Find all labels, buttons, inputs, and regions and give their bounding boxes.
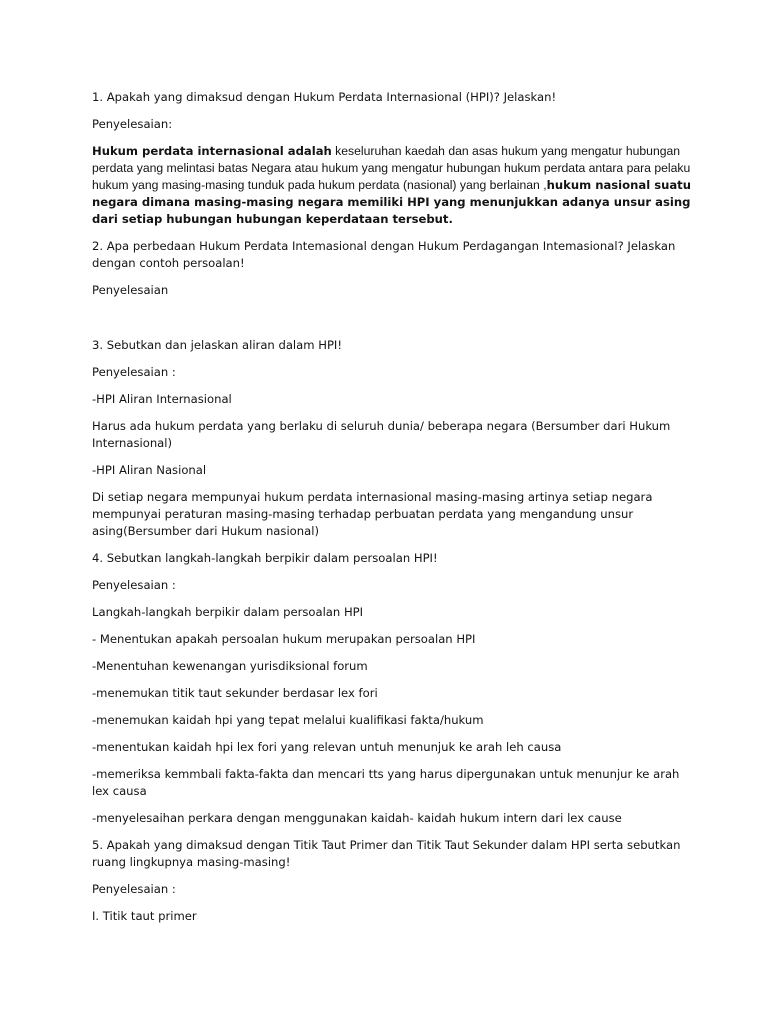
answer-4-item: -memeriksa kemmbali fakta-fakta dan mencari tts yang harus dipergunakan untuk menunjur ke arah lex causa bbox=[92, 767, 680, 798]
answer-4-item: - Menentukan apakah persoalan hukum merupakan persoalan HPI bbox=[92, 632, 476, 646]
answer-1-term: Hukum perdata internasional adalah bbox=[92, 144, 332, 158]
answer-label-3: Penyelesaian : bbox=[92, 365, 176, 379]
answer-3-item: Di setiap negara mempunyai hukum perdata internasional masing-masing artinya setiap negara mempunyai peraturan masing-masing terhadap perbuatan perdata yang mengandung unsur asing(Bersumber dari Hukum nasional) bbox=[92, 490, 653, 538]
answer-3-item: -HPI Aliran Internasional bbox=[92, 392, 232, 406]
answer-4-item: -menentukan kaidah hpi lex fori yang relevan untuh menunjuk ke arah leh causa bbox=[92, 740, 562, 754]
question-3: 3. Sebutkan dan jelaskan aliran dalam HPI! bbox=[92, 338, 343, 352]
answer-label-1: Penyelesaian: bbox=[92, 117, 173, 131]
answer-4-item: -Menentuhan kewenangan yurisdiksional forum bbox=[92, 659, 368, 673]
answer-label-4: Penyelesaian : bbox=[92, 578, 176, 592]
answer-3-item: Harus ada hukum perdata yang berlaku di seluruh dunia/ beberapa negara (Bersumber dari Hukum Internasional) bbox=[92, 419, 671, 450]
answer-1 bbox=[92, 143, 692, 228]
question-1: 1. Apakah yang dimaksud dengan Hukum Perdata Internasional (HPI)? Jelaskan! bbox=[92, 90, 557, 104]
answer-3-item: -HPI Aliran Nasional bbox=[92, 463, 207, 477]
answer-5-item: I. Titik taut primer bbox=[92, 909, 197, 923]
answer-label-5: Penyelesaian : bbox=[92, 882, 176, 896]
document-body bbox=[92, 89, 692, 935]
answer-label-2: Penyelesaian bbox=[92, 283, 169, 297]
question-4: 4. Sebutkan langkah-langkah berpikir dalam persoalan HPI! bbox=[92, 551, 438, 565]
answer-4-item: -menemukan titik taut sekunder berdasar lex fori bbox=[92, 686, 378, 700]
answer-4-item: Langkah-langkah berpikir dalam persoalan HPI bbox=[92, 605, 364, 619]
answer-1-continuation: hukum nasional suatu negara dimana masing-masing negara memiliki HPI yang menunjukkan adanya unsur asing dari setiap hubungan hubungan keperdataan tersebut. bbox=[92, 178, 691, 226]
question-5: 5. Apakah yang dimaksud dengan Titik Taut Primer dan Titik Taut Sekunder dalam HPI serta sebutkan ruang lingkupnya masing-masing! bbox=[92, 838, 681, 869]
answer-1-definition: keseluruhan kaedah dan asas hukum yang mengatur hubungan perdata yang melintasi batas Negara atau hukum yang mengatur hubungan hukum perdata antara para pelaku hukum yang masing-masing tunduk pada hukum perdata (nasional) yang berlainan , bbox=[92, 144, 691, 192]
answer-4-item: -menyelesaihan perkara dengan menggunakan kaidah- kaidah hukum intern dari lex cause bbox=[92, 811, 622, 825]
answer-4-item: -menemukan kaidah hpi yang tepat melalui kualifikasi fakta/hukum bbox=[92, 713, 484, 727]
question-2: 2. Apa perbedaan Hukum Perdata Intemasional dengan Hukum Perdagangan Intemasional? Jelaskan dengan contoh persoalan! bbox=[92, 239, 676, 270]
